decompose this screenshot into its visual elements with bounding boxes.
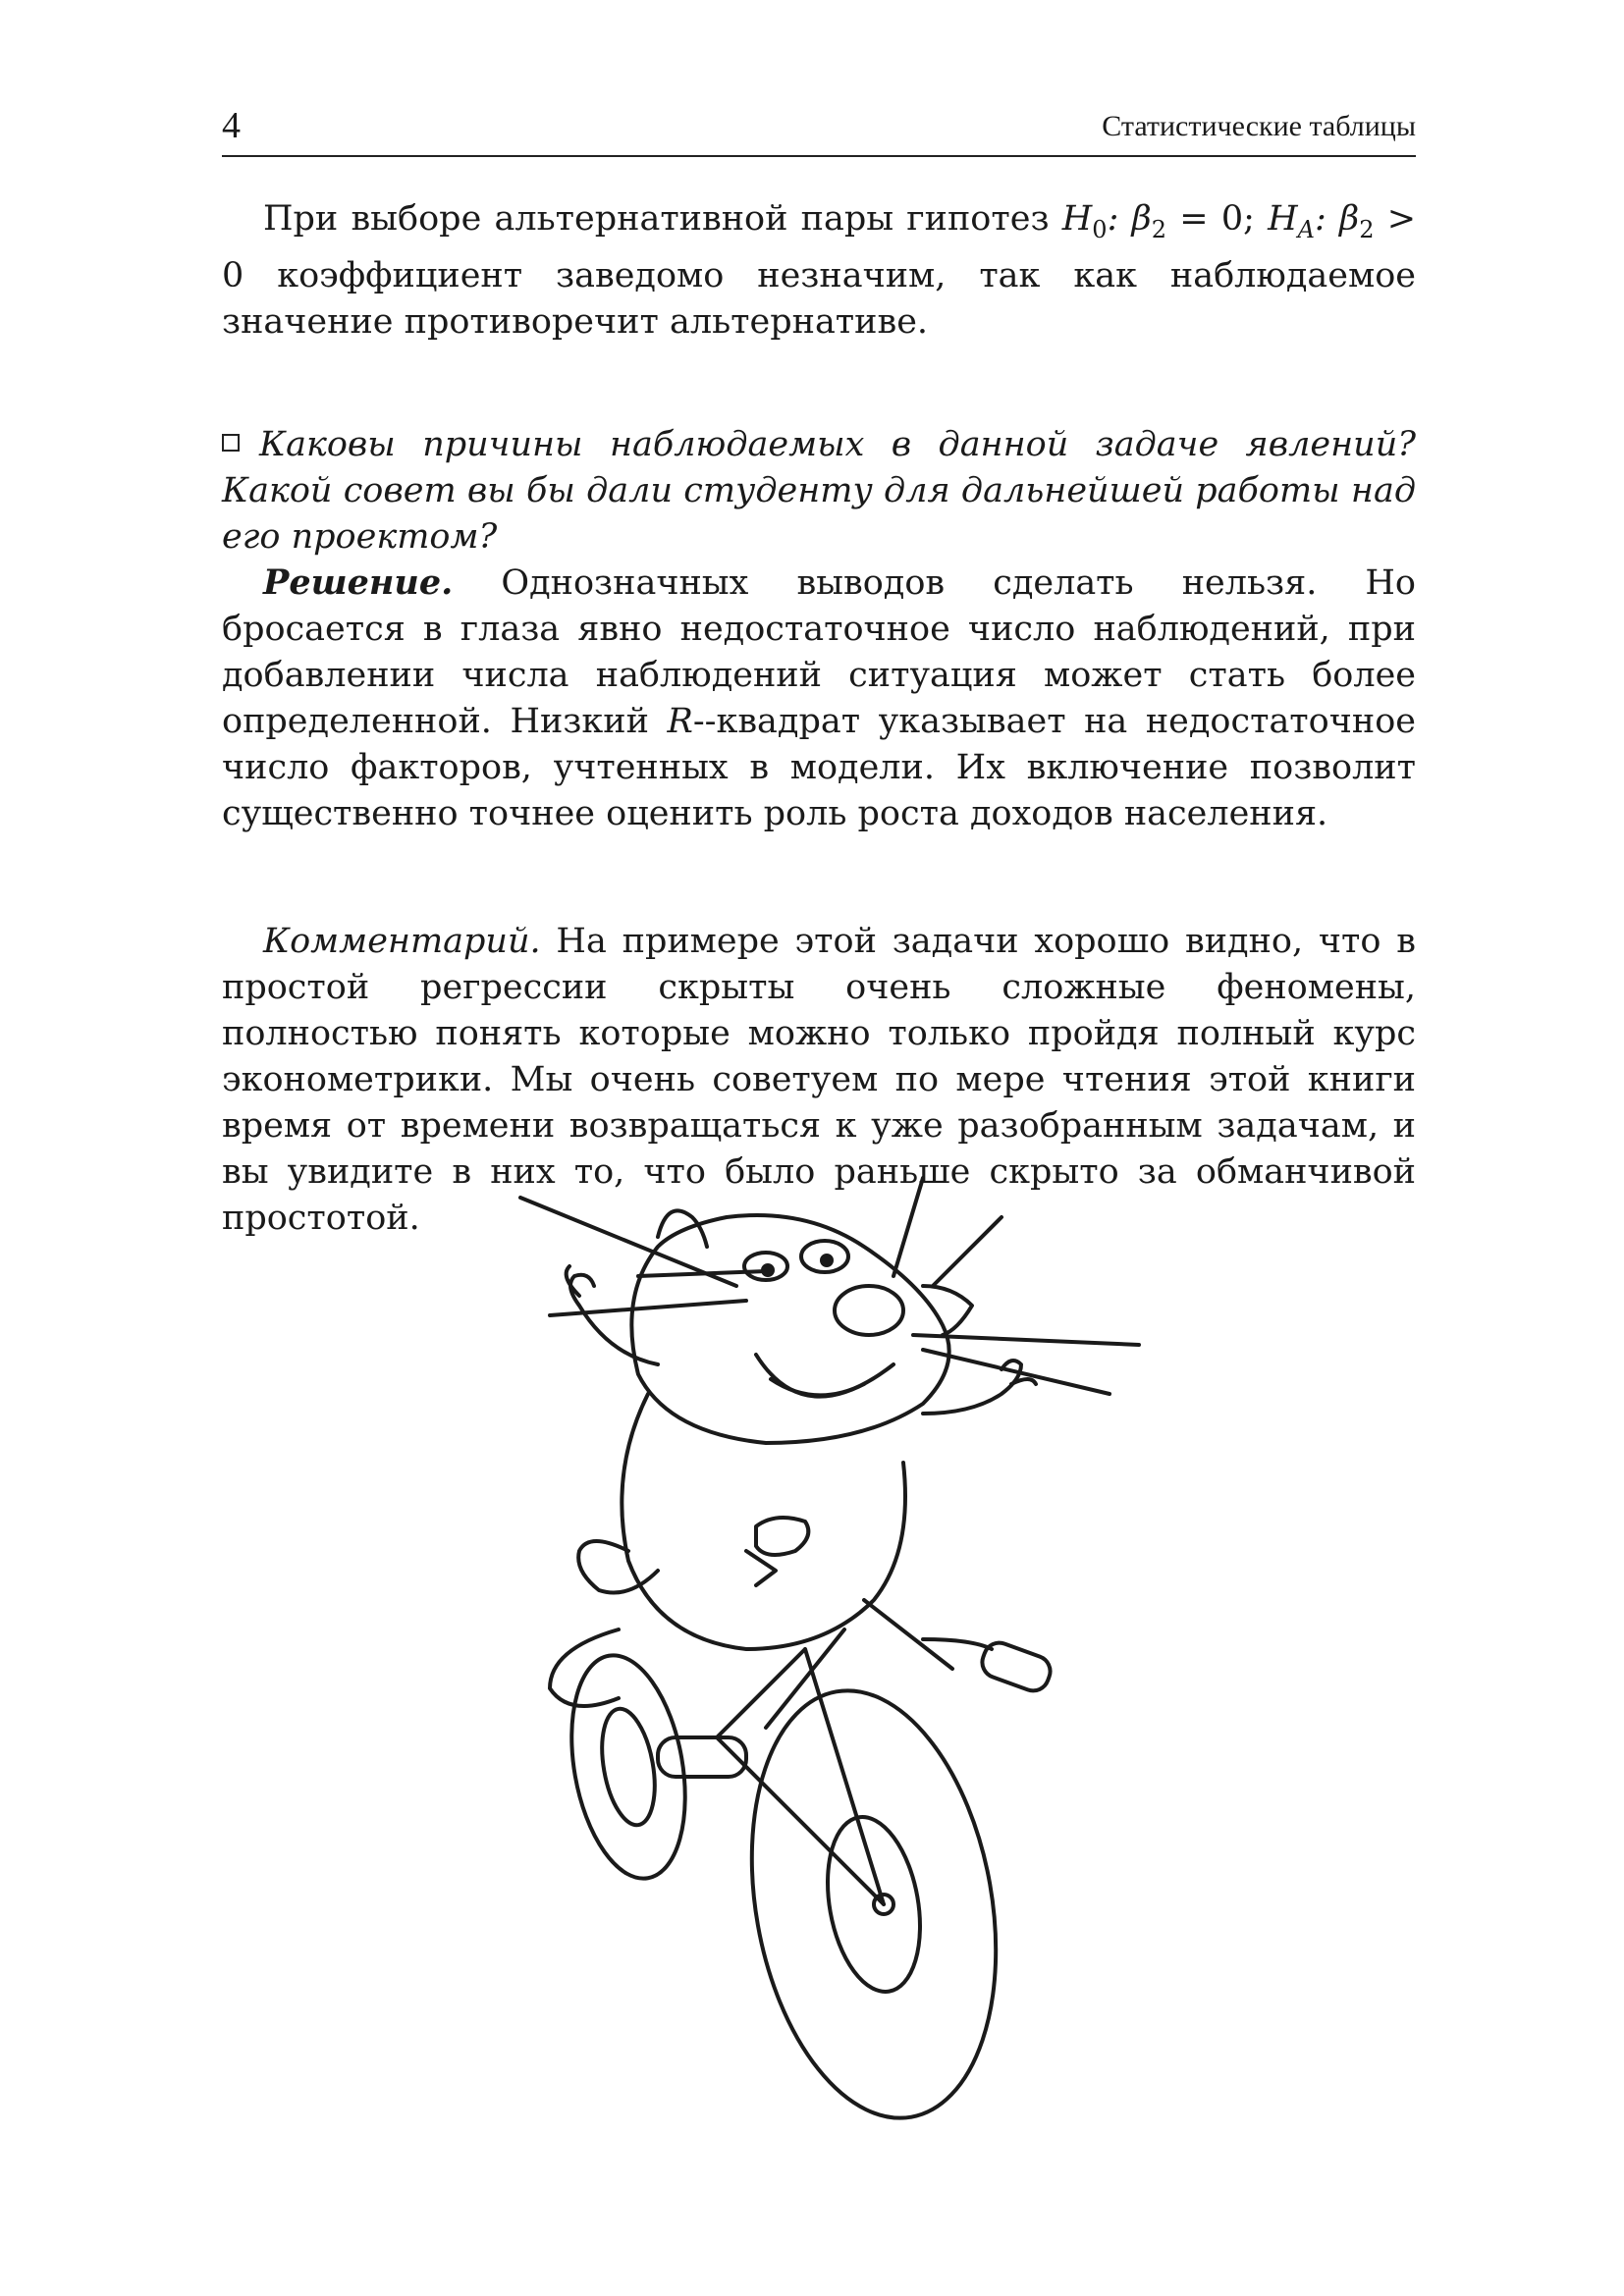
solution-paragraph: Решение. Однозначных выводов сделать нельзя. Но бросается в глаза явно недостаточное число наблюдений, при добавлении числа наблюдений ситуация может стать более определенной. Низкий R--квадрат указывает на недостаточное число факторов, учтенных в модели. Их включение позволит существенно точнее оценить роль роста доходов населения. <box>222 562 1416 833</box>
question-text: Каковы причины наблюдаемых в данной задаче явлений? Какой совет вы бы дали студенту для дальнейшей работы над его проектом? <box>222 425 1416 557</box>
question-block <box>222 422 1416 561</box>
header-divider <box>222 155 1416 157</box>
hypothesis-paragraph: При выборе альтернативной пары гипотез $H_0$: $\beta_2 = 0$; $H_A$: $\beta_2 > 0$ коэффициент заведомо незначим, так как наблюдаемое значение противоречит альтернативе. <box>222 199 1417 342</box>
page-header <box>222 96 1416 155</box>
hypothesis-conclusion: коэффициент заведомо незначим, так как наблюдаемое значение противоречит альтернативе. <box>222 256 1416 342</box>
question-marker-icon <box>222 434 240 452</box>
cat-on-bicycle-illustration <box>511 1139 1178 2130</box>
running-title: Статистические таблицы <box>1102 110 1416 142</box>
comment-label: Комментарий. <box>263 922 541 961</box>
comment-paragraph: Комментарий. На примере этой задачи хорошо видно, что в простой регрессии скрыты очень сложные феномены, полностью понять которые можно только пройдя полный курс эконометрики. Мы очень советуем по мере чтения этой книги время от времени возвращаться к уже разобранным задачам, и вы увидите в них то, что было раньше скрыто за обманчивой простотой. <box>222 922 1416 1238</box>
solution-label: Решение. <box>263 562 454 603</box>
page-number: 4 <box>222 105 241 146</box>
formula-h0: $H_0$: $\beta_2 = 0$; $H_A$: $\beta_2 > 0$ <box>222 199 1417 295</box>
